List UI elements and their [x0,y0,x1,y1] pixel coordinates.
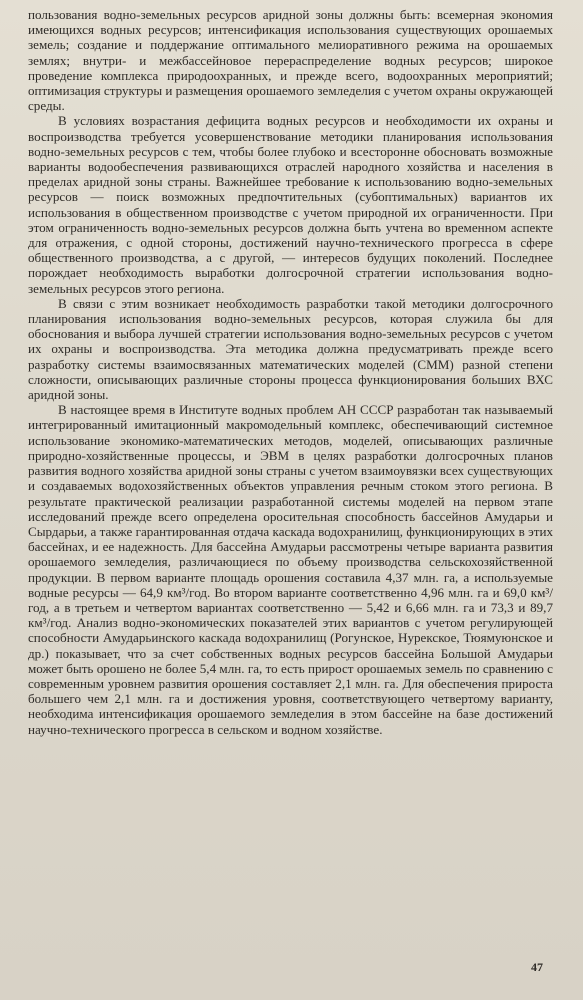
page-number: 47 [531,960,543,974]
paragraph: В связи с этим возникает необходимость разработки такой методики долгосрочного планирования использования водно-земельных ресурсов, которая служила бы для обоснования и выбора лучшей стратегии использования водно-земельных ресурсов с учетом их охраны и воспроизводства. Эта методика должна предусматривать прежде всего разработку системы взаимосвязанных математических моделей (СММ) разной степени сложности, описывающих различные стороны процесса функционирования больших ВХС аридной зоны. [28,295,553,403]
body-text [28,7,553,737]
paragraph: В условиях возрастания дефицита водных ресурсов и необходимости их охраны и воспроизводства требуется усовершенствование методики планирования использования водно-земельных ресурсов с тем, чтобы более глубоко и всесторонне обосновать возможные варианты водообеспечения развивающихся отраслей народного хозяйства и населения в пределах аридной зоны страны. Важнейшее требование к использованию водно-земельных ресурсов — поиск возможных предпочтительных (субоптимальных) вариантов их использования в общественном производстве с учетом природной их ограниченности. При этом ограниченность водно-земельных ресурсов должна быть учтена во временном аспекте для отражения, с одной стороны, достижений научно-технического прогресса в сфере общественного производства, а с другой, — интересов будущих поколений. Последнее порождает необходимость выработки долгосрочной стратегии использования водно-земельных ресурсов этого региона. [28,113,553,296]
paragraph: В настоящее время в Институте водных проблем АН СССР разработан так называемый интегрированный имитационный макромодельный комплекс, обеспечивающий системное использование экономико-математических методов, моделей, описывающих различные природно-хозяйственные процессы, и ЭВМ в целях разработки долгосрочных планов развития водного хозяйства аридной зоны страны с учетом взаимоувязки всех существующих и создаваемых водохозяйственных объектов управления речным стоком этого региона. В результате практической реализации разработанной системы моделей на первом этапе исследований прежде всего определена оросительная способность бассейнов Амударьи и Сырдарьи, а также гарантированная отдача каскада водохранилищ, функционирующих в этих бассейнах, и ее надежность. Для бассейна Амударьи рассмотрены четыре варианта развития орошаемого земледелия, различающиеся по объему производства сельскохозяйственной продукции. В первом варианте площадь орошения составила 4,37 млн. га, а используемые водные ресурсы — 64,9 км³/год. Во втором варианте соответственно 4,96 млн. га и 69,0 км³/год, а в третьем и четвертом вариантах соответственно — 5,42 и 6,66 млн. га и 73,3 и 89,7 км³/год. Анализ водно-экономических показателей этих вариантов с учетом регулирующей способности Амударьинского каскада водохранилищ (Рогунское, Нурекское, Тюямуюнское и др.) показывает, что за счет собственных водных ресурсов бассейна Большой Амударьи может быть орошено не более 5,4 млн. га, то есть прирост орошаемых земель по сравнению с современным уровнем развития орошения составляет 2,1 млн. га. Для обеспечения прироста большего чем 2,1 млн. га и достижения уровня, соответствующего четвертому варианту, необходима интенсификация орошаемого земледелия в этом бассейне на базе достижений научно-технического прогресса в сельском и водном хозяйстве. [28,402,553,737]
paragraph-continuation: пользования водно-земельных ресурсов аридной зоны должны быть: всемерная экономия имеющихся водных ресурсов; интенсификация использования существующих орошаемых земель; создание и поддержание оптимального мелиоративного режима на орошаемых землях; внутри- и межбассейновое перераспределение водных ресурсов; широкое проведение комплекса природоохранных, и прежде всего, водоохранных мероприятий; оптимизация структуры и размещения орошаемого земледелия с учетом охраны окружающей среды. [28,7,553,114]
